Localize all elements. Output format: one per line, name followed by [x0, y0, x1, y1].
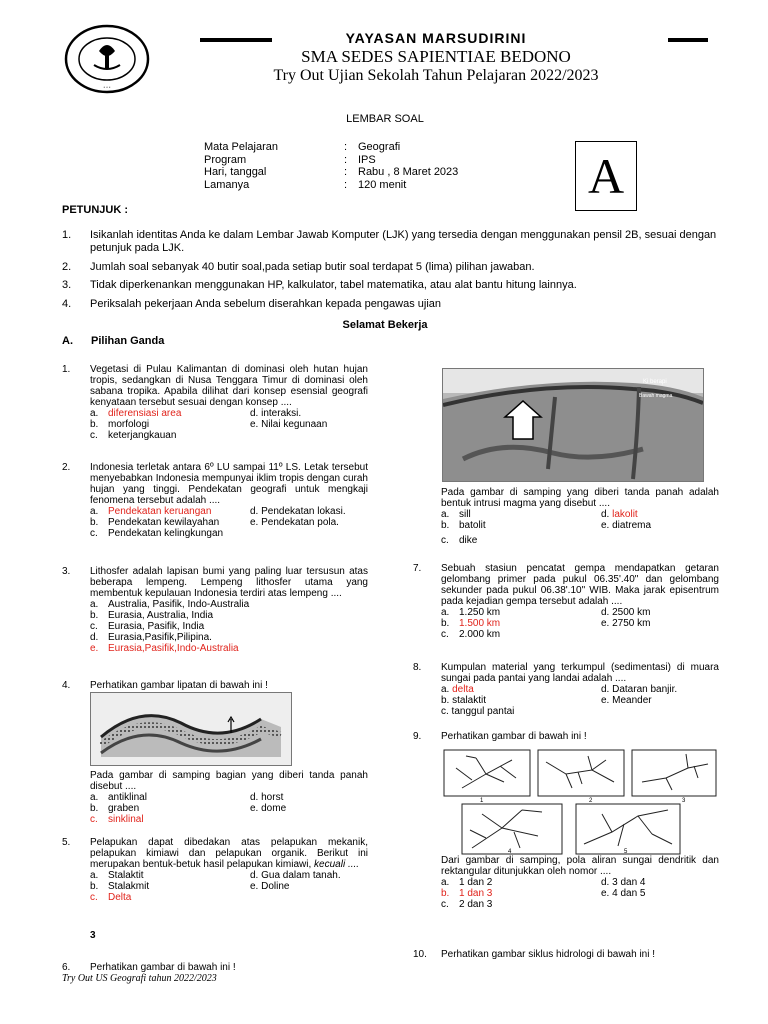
option-b-answer: 1.500 km — [459, 618, 501, 629]
option-label: c. — [441, 535, 449, 546]
option-d: d. 3 dan 4 — [601, 877, 646, 888]
options — [413, 877, 719, 910]
school-name: SMA SEDES SAPIENTIAE BEDONO — [301, 47, 571, 66]
foundation-name: YAYASAN MARSUDIRINI — [345, 30, 527, 46]
section-number: A. — [62, 335, 73, 347]
identity-key: Hari, tanggal — [204, 166, 267, 178]
option-label: b. — [90, 881, 99, 892]
identity-colon: : — [344, 141, 348, 153]
option-a: 1 dan 2 — [459, 877, 493, 888]
option-label: d. — [90, 632, 99, 643]
identity-value: 120 menit — [358, 178, 407, 191]
exam-title: Try Out Ujian Sekolah Tahun Pelajaran 2022/2023 — [273, 67, 599, 84]
option-b: b. stalaktit — [441, 695, 487, 706]
options — [62, 870, 368, 903]
option-c: Pendekatan kelingkungan — [108, 528, 224, 539]
option-label: b. — [90, 803, 99, 814]
option-label: b. — [90, 610, 99, 621]
question-4-cont — [62, 770, 368, 825]
option-d-answer: lakolit — [612, 509, 638, 520]
instruction-item — [62, 298, 722, 311]
package-letter-box: A — [575, 141, 637, 211]
question-text: Pelapukan dapat dibedakan atas pelapukan mekanik, pelapukan kimiawi dan pelapukan organik. Berikut ini merupakan bentuk-betuk hasil pelapukan kimiawi, — [90, 837, 368, 870]
option-e: e. dome — [250, 803, 287, 814]
option-label: c. — [90, 814, 98, 825]
option-a: 1.250 km — [459, 607, 501, 618]
option-label: b. — [441, 520, 450, 531]
question-10 — [413, 949, 719, 960]
option-label: a. — [90, 599, 99, 610]
question-number: 3. — [62, 566, 71, 577]
option-a-answer: diferensiasi area — [108, 408, 182, 419]
question-text: Vegetasi di Pulau Kalimantan di dominasi oleh hutan hujan tropis, sedangkan di Nusa Tenggara Timur di dominasi oleh sabana tropika. Apabila dilihat dari konsep esensial geografi kenyataan tersebut sesuai dengan konsep .... — [90, 364, 368, 408]
option-label: c. — [90, 621, 98, 632]
exam-identity — [204, 141, 458, 191]
identity-colon: : — [344, 178, 348, 191]
drainage-label-4: 4 — [508, 849, 512, 855]
question-7 — [413, 563, 719, 640]
volcano-label: Ki berapi — [643, 379, 667, 385]
option-label: a. — [441, 607, 450, 618]
instructions-heading: PETUNJUK : — [62, 204, 129, 216]
doc-title: LEMBAR SOAL — [346, 113, 424, 125]
option-e: e. 4 dan 5 — [601, 888, 646, 899]
identity-row — [204, 154, 458, 167]
option-b: graben — [108, 803, 140, 814]
greeting: Selamat Bekerja — [342, 319, 428, 331]
option-d: d. 2500 km — [601, 607, 651, 618]
identity-value: IPS — [358, 153, 376, 166]
option-d: d. Dataran banjir. — [601, 684, 678, 695]
identity-row — [204, 141, 458, 154]
identity-key: Mata Pelajaran — [204, 141, 278, 153]
option-d: d. interaksi. — [250, 408, 302, 419]
fold-figure — [90, 692, 292, 766]
header-rule-right — [668, 38, 708, 42]
option-e: e. diatrema — [601, 520, 652, 531]
option-label: a. — [90, 792, 99, 803]
option-label: c. — [90, 892, 98, 903]
section-title: Pilihan Ganda — [91, 335, 165, 347]
option-b-answer: 1 dan 3 — [459, 888, 493, 899]
instruction-item — [62, 261, 722, 274]
drainage-figure — [442, 748, 718, 856]
fold-drawing — [91, 693, 291, 765]
option-e: e. Doline — [250, 881, 290, 892]
option-label: a. — [441, 509, 450, 520]
drainage-drawing — [442, 748, 718, 856]
svg-text:* * *: * * * — [103, 85, 111, 90]
option-c-answer: sinklinal — [108, 814, 144, 825]
identity-key: Program — [204, 153, 247, 166]
option-label: c. — [441, 899, 449, 910]
option-e: e. 2750 km — [601, 618, 651, 629]
option-e-answer: Eurasia,Pasifik,Indo-Australia — [108, 643, 239, 654]
question-4 — [62, 680, 368, 691]
question-9-cont — [413, 855, 719, 910]
options — [62, 408, 368, 441]
option-label: e. — [90, 643, 99, 654]
question-text: Dari gambar di samping, pola aliran sungai dendritik dan rektangular ditunjukkan oleh nomor .... — [441, 855, 719, 877]
question-1 — [62, 364, 368, 441]
option-e: e. Pendekatan pola. — [250, 517, 339, 528]
option-label: c. — [90, 430, 98, 441]
option-c: 2 dan 3 — [459, 899, 493, 910]
drainage-label-3: 3 — [682, 798, 686, 804]
footer: Try Out US Geografi tahun 2022/2023 — [62, 973, 217, 984]
identity-row — [204, 179, 458, 192]
option-c: c. tanggul pantai — [441, 706, 515, 717]
instruction-number: 1. — [62, 229, 72, 241]
options — [62, 506, 368, 539]
instruction-item — [62, 279, 722, 292]
option-a: sill — [459, 509, 471, 520]
question-text: Perhatikan gambar di bawah ini ! — [90, 962, 236, 973]
option-label: b. — [441, 618, 450, 629]
option-label: a. — [90, 408, 99, 419]
identity-row — [204, 166, 458, 179]
instruction-number: 4. — [62, 298, 72, 310]
options — [62, 792, 368, 825]
option-b: Eurasia, Australia, India — [108, 610, 214, 621]
drainage-label-5: 5 — [624, 849, 628, 855]
options — [413, 509, 719, 546]
intrusion-drawing — [443, 369, 703, 481]
question-8 — [413, 662, 719, 717]
question-intrusion — [413, 487, 719, 546]
magma-label: Bawah magma — [639, 393, 673, 399]
option-e: e. Nilai kegunaan — [250, 419, 328, 430]
option-label: a. — [90, 506, 99, 517]
question-text: Lithosfer adalah lapisan bumi yang paling luar tersusun atas beberapa lempeng. Lempeng lithosfer utama yang membentuk kepulauan Indonesia terdiri atas lempeng .... — [90, 566, 368, 599]
question-text: Indonesia terletak antara 6º LU sampai 11º LS. Letak tersebut menyebabkan Indonesia mempunyai iklim tropis dengan curah hujan yang tinggi. Pendekatan geografi untuk mengkaji fenomena tersebut adalah .... — [90, 462, 368, 506]
identity-colon: : — [344, 153, 348, 166]
page-number: 3 — [90, 930, 96, 941]
option-c: 2.000 km — [459, 629, 501, 640]
option-label: a. — [441, 877, 450, 888]
question-text: Pada gambar di samping yang diberi tanda panah adalah bentuk intrusi magma yang disebut .... — [441, 487, 719, 509]
option-c-answer: Delta — [108, 892, 132, 903]
question-number: 6. — [62, 962, 71, 973]
question-2 — [62, 462, 368, 539]
intrusion-figure — [442, 368, 704, 482]
question-number: 5. — [62, 837, 71, 848]
drainage-label-2: 2 — [589, 798, 593, 804]
instruction-number: 2. — [62, 261, 72, 273]
question-number: 1. — [62, 364, 71, 375]
option-label: b. — [90, 517, 99, 528]
option-label: b. — [90, 419, 99, 430]
instruction-text: Jumlah soal sebanyak 40 butir soal,pada setiap butir soal terdapat 5 (lima) pilihan jawaban. — [90, 261, 535, 273]
option-b: Stalakmit — [108, 881, 150, 892]
question-number: 8. — [413, 662, 422, 673]
option-label: a. — [441, 684, 450, 695]
question-text: Perhatikan gambar lipatan di bawah ini ! — [90, 680, 268, 691]
identity-value: Rabu , 8 Maret 2023 — [358, 166, 459, 178]
option-label: a. — [90, 870, 99, 881]
option-c: Eurasia, Pasifik, India — [108, 621, 205, 632]
option-b: morfologi — [108, 419, 150, 430]
identity-value: Geografi — [358, 141, 401, 153]
question-9 — [413, 731, 719, 742]
option-d: d. horst — [250, 792, 284, 803]
question-text: Kumpulan material yang terkumpul (sedimentasi) di muara sungai pada pantai yang landai adalah .... — [441, 662, 719, 684]
options — [413, 607, 719, 640]
options — [413, 684, 719, 717]
identity-colon: : — [344, 166, 348, 178]
option-d: d. Pendekatan lokasi. — [250, 506, 346, 517]
question-text: Perhatikan gambar siklus hidrologi di bawah ini ! — [441, 949, 656, 960]
option-b: Pendekatan kewilayahan — [108, 517, 220, 528]
option-a: Stalaktit — [108, 870, 144, 881]
instruction-text: Tidak diperkenankan menggunakan HP, kalkulator, tabel matematika, atau alat bantu hitung lainnya. — [90, 279, 577, 291]
option-a-answer: delta — [452, 684, 474, 695]
school-logo — [64, 23, 150, 95]
question-6 — [62, 962, 368, 973]
option-label: d. — [601, 509, 610, 520]
question-number: 2. — [62, 462, 71, 473]
question-text-italic: kecuali .... — [314, 859, 360, 870]
option-label: c. — [90, 528, 98, 539]
question-text: Pada gambar di samping bagian yang diberi tanda panah disebut .... — [90, 770, 368, 792]
question-text: Perhatikan gambar di bawah ini ! — [441, 731, 587, 742]
question-5 — [62, 837, 368, 903]
question-number: 9. — [413, 731, 422, 742]
question-3 — [62, 566, 368, 654]
option-a: Australia, Pasifik, Indo-Australia — [108, 599, 250, 610]
question-number: 10. — [413, 949, 427, 960]
option-c: dike — [459, 535, 478, 546]
option-label: c. — [441, 629, 449, 640]
option-a: antiklinal — [108, 792, 147, 803]
question-number: 4. — [62, 680, 71, 691]
question-text: Sebuah stasiun pencatat gempa mendapatkan getaran gelombang primer pada pukul 06.35'.40" dan gelombang sekunder pada pukul 06.38'.10" WIB. Maka jarak episentrum pada kejadian gempa tersebut adalah .... — [441, 563, 719, 607]
option-label: b. — [441, 888, 450, 899]
option-d: d. Gua dalam tanah. — [250, 870, 341, 881]
instruction-number: 3. — [62, 279, 72, 291]
option-d: Eurasia,Pasifik,Pilipina. — [108, 632, 212, 643]
option-e: e. Meander — [601, 695, 652, 706]
instruction-text: Periksalah pekerjaan Anda sebelum diserahkan kepada pengawas ujian — [90, 298, 442, 310]
drainage-label-1: 1 — [480, 798, 484, 804]
option-b: batolit — [459, 520, 486, 531]
option-c: keterjangkauan — [108, 430, 177, 441]
options — [62, 599, 368, 654]
identity-key: Lamanya — [204, 178, 250, 191]
option-a-answer: Pendekatan keruangan — [108, 506, 212, 517]
question-number: 7. — [413, 563, 422, 574]
instruction-item — [62, 229, 722, 255]
instruction-text: Isikanlah identitas Anda ke dalam Lembar Jawab Komputer (LJK) yang tersedia dengan menggunakan pensil 2B, sesuai dengan petunjuk pada LJK. — [90, 229, 717, 254]
